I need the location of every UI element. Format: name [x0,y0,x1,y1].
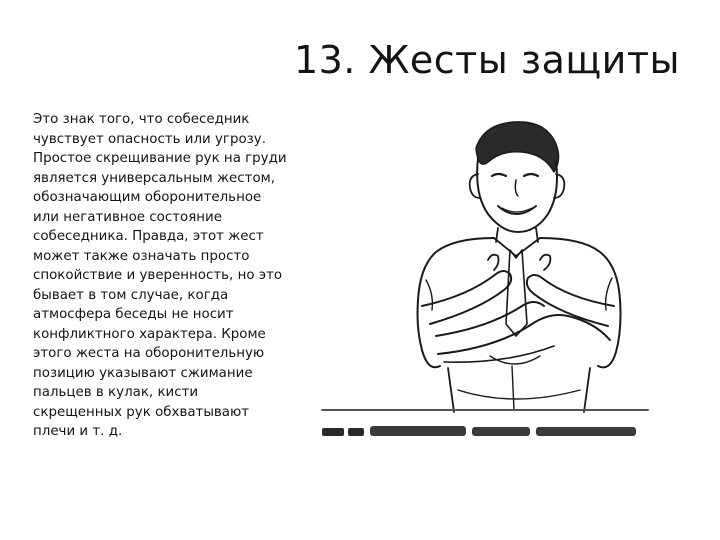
right-forearm [527,275,614,326]
hair [476,122,559,172]
tie [506,250,527,336]
slide-title: 13. Жесты защиты [293,38,680,82]
left-forearm [422,271,511,324]
illustration-crossed-arms [318,110,658,460]
body-text: Это знак того, что собеседник чувствует опасность или угрозу. Простое скрещивание рук на груди является универсальным жестом, обозначающим оборонительное или негативное состояние собеседника. Правда, этот жест может также означать просто спокойствие и уверенность, но это бывает в том случае, когда атмосфера беседы не носит конфликтного характера. Кроме этого жеста на оборонительную позицию указывают сжимание пальцев в кулак, кисти скрещенных рук обхватывают плечи и т. д. [33,112,287,439]
figure-caption-scan [322,426,636,436]
